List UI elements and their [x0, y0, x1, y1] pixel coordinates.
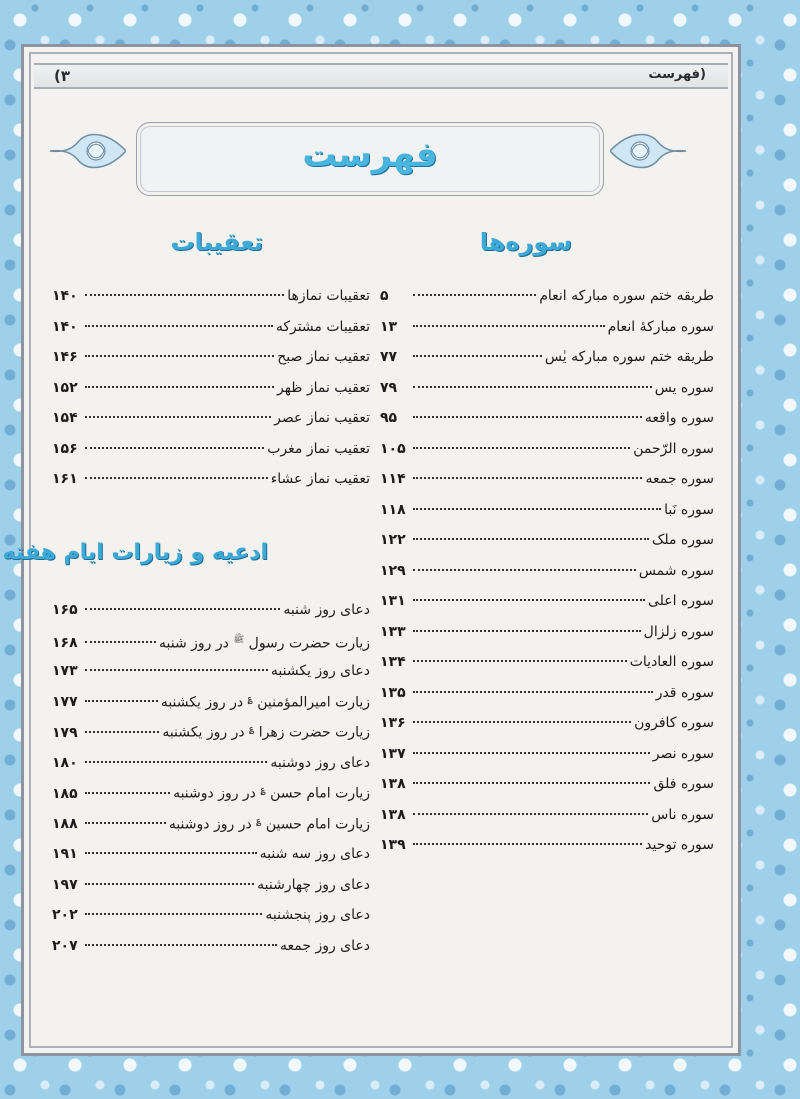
honorific-mark: ؏	[249, 724, 255, 734]
toc-entry-title-pre: زیارت حضرت رسول	[248, 635, 370, 652]
dot-leader	[413, 325, 605, 327]
toc-entry-page: ۱۷۷	[52, 694, 78, 711]
adeieh-toc-list	[52, 602, 370, 968]
toc-entry-page: ۱۶۱	[52, 471, 78, 487]
dot-leader	[85, 477, 268, 479]
toc-entry-page: ۱۳۸	[380, 806, 406, 823]
toc-entry-title: سوره شمس	[638, 562, 714, 579]
toc-entry	[52, 785, 370, 816]
dot-leader	[85, 416, 271, 418]
toc-entry-title	[161, 694, 370, 711]
toc-entry	[52, 846, 370, 877]
toc-entry-page: ۱۶۸	[52, 635, 78, 652]
honorific-mark: ؏	[256, 815, 262, 826]
toc-entry-title-pre: زیارت حضرت زهرا	[258, 724, 370, 741]
header-section-label: (فهرست	[648, 67, 706, 82]
toc-entry	[52, 471, 370, 502]
dot-leader	[413, 477, 642, 479]
toc-entry-page: ۱۷۹	[52, 724, 78, 741]
dot-leader	[413, 599, 645, 601]
toc-entry-page: ۱۲۹	[380, 562, 406, 579]
toc-entry	[380, 776, 714, 807]
toc-entry-page: ۱۵۲	[52, 379, 78, 396]
toc-entry	[380, 410, 714, 441]
toc-entry-page: ۱۳۹	[380, 837, 406, 853]
dot-leader	[85, 731, 159, 733]
toc-entry-title-pre: زیارت امام حسن	[270, 785, 370, 802]
toc-entry-title: سوره نصر	[652, 745, 714, 762]
toc-entry-page: ۱۵۶	[52, 440, 78, 457]
toc-entry-page: ۱۵۴	[52, 410, 78, 426]
toc-entry-page: ۱۸۰	[52, 754, 78, 771]
dot-leader	[413, 691, 653, 693]
honorific-mark: ﷺ	[233, 634, 245, 645]
dot-leader	[413, 660, 627, 662]
dot-leader	[85, 761, 267, 763]
dot-leader	[85, 700, 158, 702]
dot-leader	[413, 721, 631, 723]
toc-entry	[380, 685, 714, 716]
dot-leader	[413, 813, 648, 815]
toc-entry-title-post: در روز یکشنبه	[162, 724, 245, 741]
dot-leader	[413, 569, 636, 571]
toc-entry-title	[169, 816, 370, 833]
toc-entry-page: ۱۳۳	[380, 623, 406, 640]
toc-entry-page: ۹۵	[380, 410, 398, 426]
toc-entry-page: ۱۳۶	[380, 715, 406, 731]
toc-entry-title: طریقه ختم سوره مبارکه یٰس	[544, 349, 714, 365]
dot-leader	[85, 669, 268, 671]
dot-leader	[413, 447, 630, 449]
dot-leader	[85, 325, 273, 327]
toc-entry	[380, 349, 714, 380]
toc-entry	[380, 654, 714, 685]
toc-entry	[52, 602, 370, 633]
toc-entry-page: ۱۲۲	[380, 532, 406, 548]
toc-entry	[380, 715, 714, 746]
toc-entry-title: تعقیبات مشترکه	[275, 318, 370, 335]
dot-leader	[85, 792, 170, 794]
dot-leader	[85, 641, 156, 643]
toc-entry-title: دعای روز یکشنبه	[270, 663, 370, 679]
toc-entry-title-post: در روز شنبه	[158, 635, 229, 652]
toc-entry	[380, 441, 714, 472]
toc-entry	[52, 877, 370, 908]
page-title: فهرست	[302, 135, 438, 175]
toc-entry	[380, 593, 714, 624]
toc-entry-title	[162, 724, 370, 741]
dot-leader	[85, 608, 280, 610]
toc-entry	[52, 380, 370, 411]
toc-entry-page: ۱۱۸	[380, 501, 406, 518]
dot-leader	[85, 944, 277, 946]
toc-entry	[52, 288, 370, 319]
toc-entry-page: ۱۴۰	[52, 288, 78, 304]
toc-entry-page: ۱۰۵	[380, 440, 406, 457]
dot-leader	[85, 883, 254, 885]
dot-leader	[85, 355, 274, 357]
toc-entry-page: ۷۹	[380, 379, 398, 396]
toc-entry	[52, 755, 370, 786]
dot-leader	[85, 294, 284, 296]
toc-entry	[52, 441, 370, 472]
toc-entry	[380, 746, 714, 777]
toc-entry-page: ۱۷۳	[52, 663, 78, 679]
toc-entry-title: دعای روز سه شنبه	[259, 846, 370, 862]
toc-entry	[52, 724, 370, 755]
toc-entry-title	[159, 633, 370, 652]
toc-entry-title: تعقیب نماز ظهر	[277, 379, 370, 396]
toc-entry-title: تعقیب نماز عصر	[274, 410, 370, 426]
toc-entry-title: سوره مبارکهٔ انعام	[607, 318, 714, 335]
page-number: (۳	[54, 67, 71, 85]
toc-entry-page: ۵	[380, 288, 389, 304]
toc-entry-page: ۱۳۷	[380, 745, 406, 762]
toc-entry-title: سوره فلق	[653, 776, 714, 792]
dot-leader	[413, 294, 536, 296]
title-box	[136, 122, 604, 196]
dot-leader	[85, 822, 166, 824]
toc-entry-title: طریقه ختم سوره مبارکه انعام	[539, 288, 714, 304]
toc-entry	[52, 694, 370, 725]
arabesque-ornament-icon	[48, 122, 126, 180]
toc-entry	[380, 471, 714, 502]
dot-leader	[413, 782, 650, 784]
toc-entry-title	[173, 785, 370, 802]
surahs-toc-list	[380, 288, 714, 868]
dot-leader	[413, 355, 542, 357]
honorific-mark: ؏	[247, 693, 253, 704]
toc-entry-page: ۱۳	[380, 318, 398, 335]
dot-leader	[85, 386, 274, 388]
toc-entry-title: دعای روز چهارشنبه	[257, 876, 370, 893]
toc-entry-title: تعقیب نماز صبح	[277, 349, 370, 365]
toc-entry-page: ۲۰۷	[52, 937, 78, 954]
toc-entry	[52, 349, 370, 380]
toc-entry	[380, 837, 714, 868]
toc-entry-title: سوره جمعه	[645, 471, 714, 487]
toc-entry-title: سوره واقعه	[644, 410, 714, 426]
toc-entry-title: سوره کافرون	[634, 715, 714, 731]
toc-entry	[52, 410, 370, 441]
dot-leader	[85, 852, 257, 854]
dot-leader	[413, 843, 642, 845]
toc-entry-title: سوره زلزال	[643, 623, 714, 640]
toc-entry-page: ۱۱۴	[380, 471, 406, 487]
adeieh-heading: ادعیه و زیارات ایام هفته	[2, 540, 268, 565]
toc-entry-page: ۱۳۵	[380, 684, 406, 701]
toc-entry-page: ۱۳۱	[380, 593, 406, 609]
toc-entry-title: تعقیبات نمازها	[287, 288, 370, 304]
toc-entry-page: ۲۰۲	[52, 907, 78, 923]
toc-entry-title: دعای روز پنجشنبه	[265, 907, 370, 923]
taqibat-toc-list	[52, 288, 370, 502]
toc-entry-title-pre: زیارت امام حسین	[265, 816, 370, 833]
dot-leader	[413, 508, 661, 510]
toc-entry	[380, 502, 714, 533]
toc-entry	[380, 807, 714, 838]
toc-entry-page: ۱۴۶	[52, 349, 78, 365]
toc-entry-title: دعای روز شنبه	[283, 602, 370, 618]
dot-leader	[413, 752, 650, 754]
toc-entry	[52, 319, 370, 350]
honorific-mark: ؏	[260, 785, 266, 795]
toc-entry-page: ۱۹۷	[52, 876, 78, 893]
toc-entry-title: تعقیب نماز مغرب	[267, 440, 370, 457]
toc-entry-title: سوره قدر	[655, 684, 714, 701]
toc-entry-title: سوره اعلی	[647, 593, 714, 609]
toc-entry	[380, 380, 714, 411]
toc-entry-title: سوره نَبا	[664, 501, 714, 518]
arabesque-ornament-icon	[610, 122, 688, 180]
toc-entry-title-post: در روز دوشنبه	[173, 785, 256, 802]
toc-entry-title: تعقیب نماز عشاء	[270, 471, 370, 487]
toc-entry-page: ۱۸۸	[52, 816, 78, 833]
running-header	[34, 63, 728, 89]
toc-entry	[52, 663, 370, 694]
toc-entry	[52, 816, 370, 847]
toc-entry	[52, 633, 370, 664]
toc-entry-title: دعای روز دوشنبه	[270, 754, 370, 771]
toc-entry	[380, 288, 714, 319]
dot-leader	[85, 913, 262, 915]
dot-leader	[413, 630, 641, 632]
toc-entry-title-post: در روز دوشنبه	[168, 816, 252, 833]
toc-entry	[52, 907, 370, 938]
toc-entry	[380, 624, 714, 655]
toc-entry-page: ۱۴۰	[52, 318, 78, 335]
dot-leader	[413, 416, 642, 418]
toc-entry	[52, 938, 370, 969]
toc-entry-title-post: در روز یکشنبه	[160, 694, 244, 711]
toc-entry-page: ۱۳۴	[380, 654, 406, 670]
toc-entry	[380, 532, 714, 563]
toc-entry-page: ۱۶۵	[52, 602, 78, 618]
toc-entry-title: سوره العادیات	[629, 654, 714, 670]
dot-leader	[413, 386, 652, 388]
dot-leader	[85, 447, 264, 449]
toc-entry-title: سوره یس	[654, 379, 714, 396]
toc-entry-title: سوره الرّحمن	[633, 440, 714, 457]
toc-entry-page: ۱۸۵	[52, 785, 78, 802]
toc-entry-title: سوره ناس	[651, 806, 714, 823]
toc-entry-page: ۱۳۸	[380, 776, 406, 792]
toc-entry-page: ۷۷	[380, 349, 398, 365]
surahs-heading: سوره‌ها	[479, 228, 572, 256]
toc-entry	[380, 563, 714, 594]
toc-entry-title: سوره توحید	[645, 837, 714, 853]
taqibat-heading: تعقیبات	[170, 228, 263, 256]
toc-entry-title: سوره ملک	[651, 532, 714, 548]
toc-entry	[380, 319, 714, 350]
dot-leader	[413, 538, 649, 540]
title-banner	[48, 118, 688, 200]
toc-entry-title-pre: زیارت امیرالمؤمنین	[257, 694, 370, 711]
toc-entry-page: ۱۹۱	[52, 846, 78, 862]
toc-entry-title: دعای روز جمعه	[279, 937, 370, 954]
